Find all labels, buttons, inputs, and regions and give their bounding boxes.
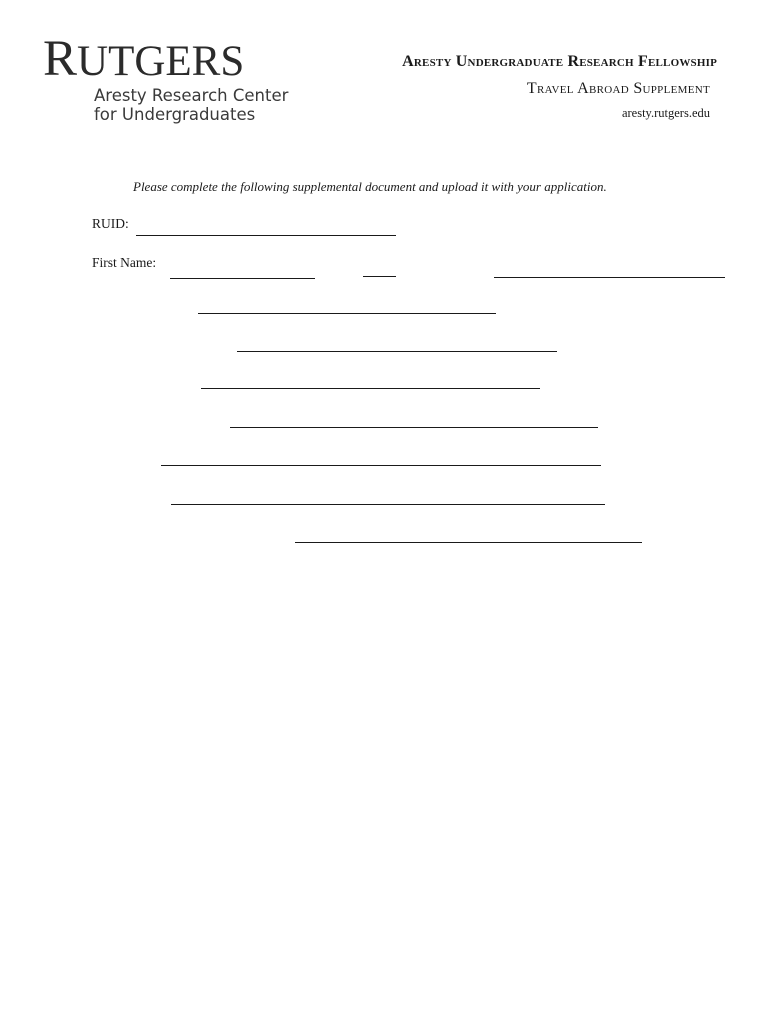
first-name-label: First Name: — [92, 255, 157, 270]
form-field-line[interactable] — [295, 542, 642, 543]
logo-center-line2: for Undergraduates — [94, 105, 256, 124]
form-field-line[interactable] — [161, 465, 601, 466]
form-field-line[interactable] — [237, 351, 557, 352]
document-title: Aresty Undergraduate Research Fellowship — [402, 53, 717, 70]
form-field-line[interactable] — [198, 313, 496, 314]
form-field-line[interactable] — [230, 427, 598, 428]
ruid-label: RUID: — [92, 216, 129, 231]
first-name-field[interactable] — [170, 278, 315, 279]
middle-initial-field[interactable] — [363, 276, 396, 277]
instructions-text: Please complete the following supplemental document and upload it with your application. — [133, 179, 607, 194]
logo-center-line1: Aresty Research Center — [94, 86, 289, 105]
logo-wordmark-initial: R — [43, 31, 78, 87]
website-url: aresty.rutgers.edu — [621, 106, 710, 120]
document-subtitle: Travel Abroad Supplement — [526, 80, 710, 97]
ruid-field[interactable] — [136, 235, 396, 236]
form-field-line[interactable] — [171, 504, 605, 505]
logo-wordmark-rest: UTGERS — [77, 38, 245, 85]
logo-wordmark — [43, 31, 245, 87]
last-name-field[interactable] — [494, 277, 725, 278]
form-field-line[interactable] — [201, 388, 540, 389]
